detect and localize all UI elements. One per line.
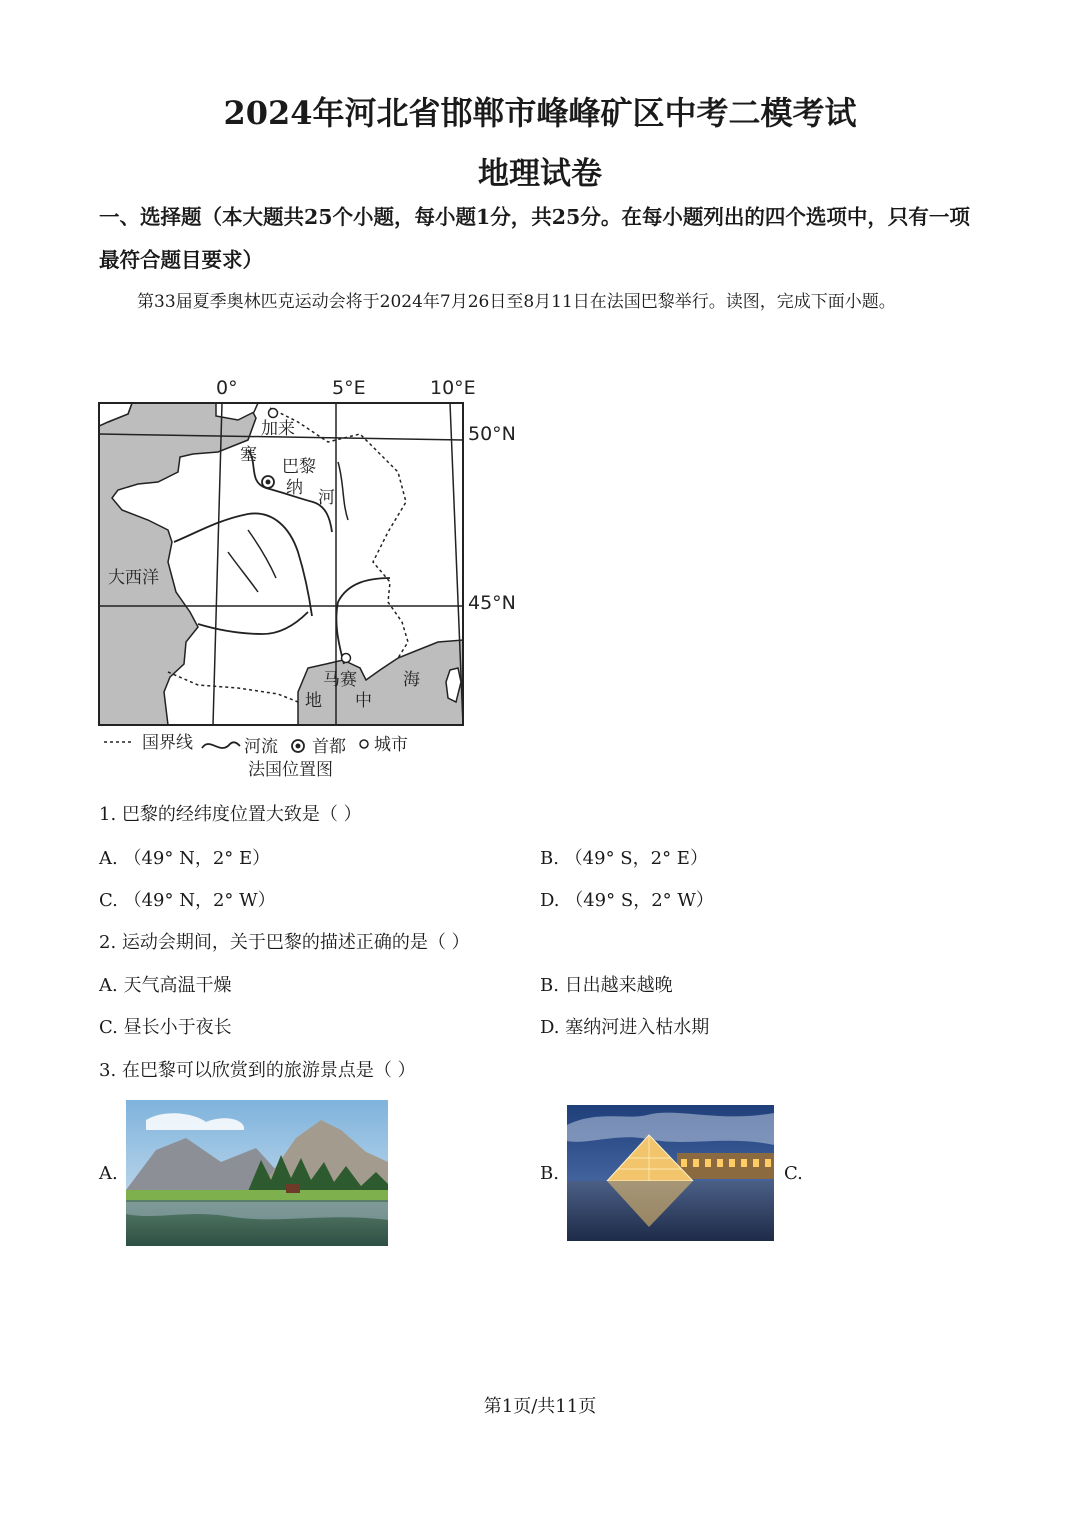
legend-river-label: 河流 (244, 737, 278, 757)
label-seine-sai: 塞 (240, 445, 257, 465)
lat-label-45n: 45°N (468, 592, 516, 614)
question-3-stem: 3. 在巴黎可以欣赏到的旅游景点是（ ） (99, 1060, 416, 1081)
legend-border-label: 国界线 (142, 733, 193, 753)
lon-label-0: 0° (216, 377, 238, 399)
q3-option-b[interactable]: B. (540, 1163, 559, 1184)
question-1-stem: 1. 巴黎的经纬度位置大致是（ ） (99, 804, 362, 825)
q2-option-c[interactable]: C. 昼长小于夜长 (99, 1017, 232, 1038)
q1-option-d[interactable]: D. （49° S，2° W） (540, 890, 714, 911)
alpine-house (286, 1184, 300, 1193)
q2-option-b[interactable]: B. 日出越来越晚 (540, 975, 673, 996)
label-sea-di: 地 (305, 691, 322, 711)
q1-option-a[interactable]: A. （49° N，2° E） (99, 848, 271, 869)
louvre-palace (677, 1153, 774, 1179)
q1-option-c[interactable]: C. （49° N，2° W） (99, 890, 276, 911)
legend-capital-label: 首都 (312, 737, 346, 757)
page-footer: 第1页/共11页 (483, 1396, 597, 1417)
question-2-stem: 2. 运动会期间，关于巴黎的描述正确的是（ ） (99, 932, 470, 953)
legend-city-icon (360, 740, 368, 748)
label-marseille: 马赛 (323, 670, 357, 690)
paris-capital-dot (266, 480, 271, 485)
q2-option-a[interactable]: A. 天气高温干燥 (99, 975, 232, 996)
q3-option-a[interactable]: A. (99, 1163, 118, 1184)
lat-label-50n: 50°N (468, 423, 516, 445)
label-paris: 巴黎 (282, 457, 316, 477)
photo-alpine-lake[interactable] (126, 1100, 388, 1246)
label-sea-zhong: 中 (355, 691, 372, 711)
lon-label-5e: 5°E (332, 377, 366, 399)
page-subtitle: 地理试卷 (478, 156, 602, 192)
alpine-lake-image (126, 1100, 388, 1246)
q3-option-c[interactable]: C. (784, 1163, 803, 1184)
section-heading: 一、选择题（本大题共25个小题，每小题1分，共25分。在每小题列出的四个选项中，只有一项最符合题目要求） (99, 205, 970, 272)
marseille-city-marker (342, 654, 351, 663)
q2-option-d[interactable]: D. 塞纳河进入枯水期 (540, 1017, 710, 1038)
louvre-image (567, 1105, 774, 1241)
label-sea-hai: 海 (403, 670, 420, 690)
france-map-svg (98, 370, 558, 790)
calais-city-marker (269, 409, 278, 418)
label-atlantic: 大西洋 (108, 568, 159, 588)
photo-louvre-pyramid[interactable] (567, 1105, 774, 1241)
france-map (98, 370, 558, 790)
q1-option-b[interactable]: B. （49° S，2° E） (540, 848, 708, 869)
lon-label-10e: 10°E (430, 377, 476, 399)
legend-capital-dot-icon (296, 744, 301, 749)
map-caption: 法国位置图 (248, 760, 333, 780)
legend-city-label: 城市 (374, 735, 408, 755)
label-seine-na: 纳 (286, 478, 303, 498)
label-calais: 加来 (261, 419, 295, 439)
label-seine-he: 河 (318, 488, 335, 508)
page-title: 2024年河北省邯郸市峰峰矿区中考二模考试 (223, 94, 857, 132)
legend-river-icon (202, 742, 240, 748)
intro-paragraph: 第33届夏季奥林匹克运动会将于2024年7月26日至8月11日在法国巴黎举行。读图，完成下面小题。 (137, 292, 896, 312)
